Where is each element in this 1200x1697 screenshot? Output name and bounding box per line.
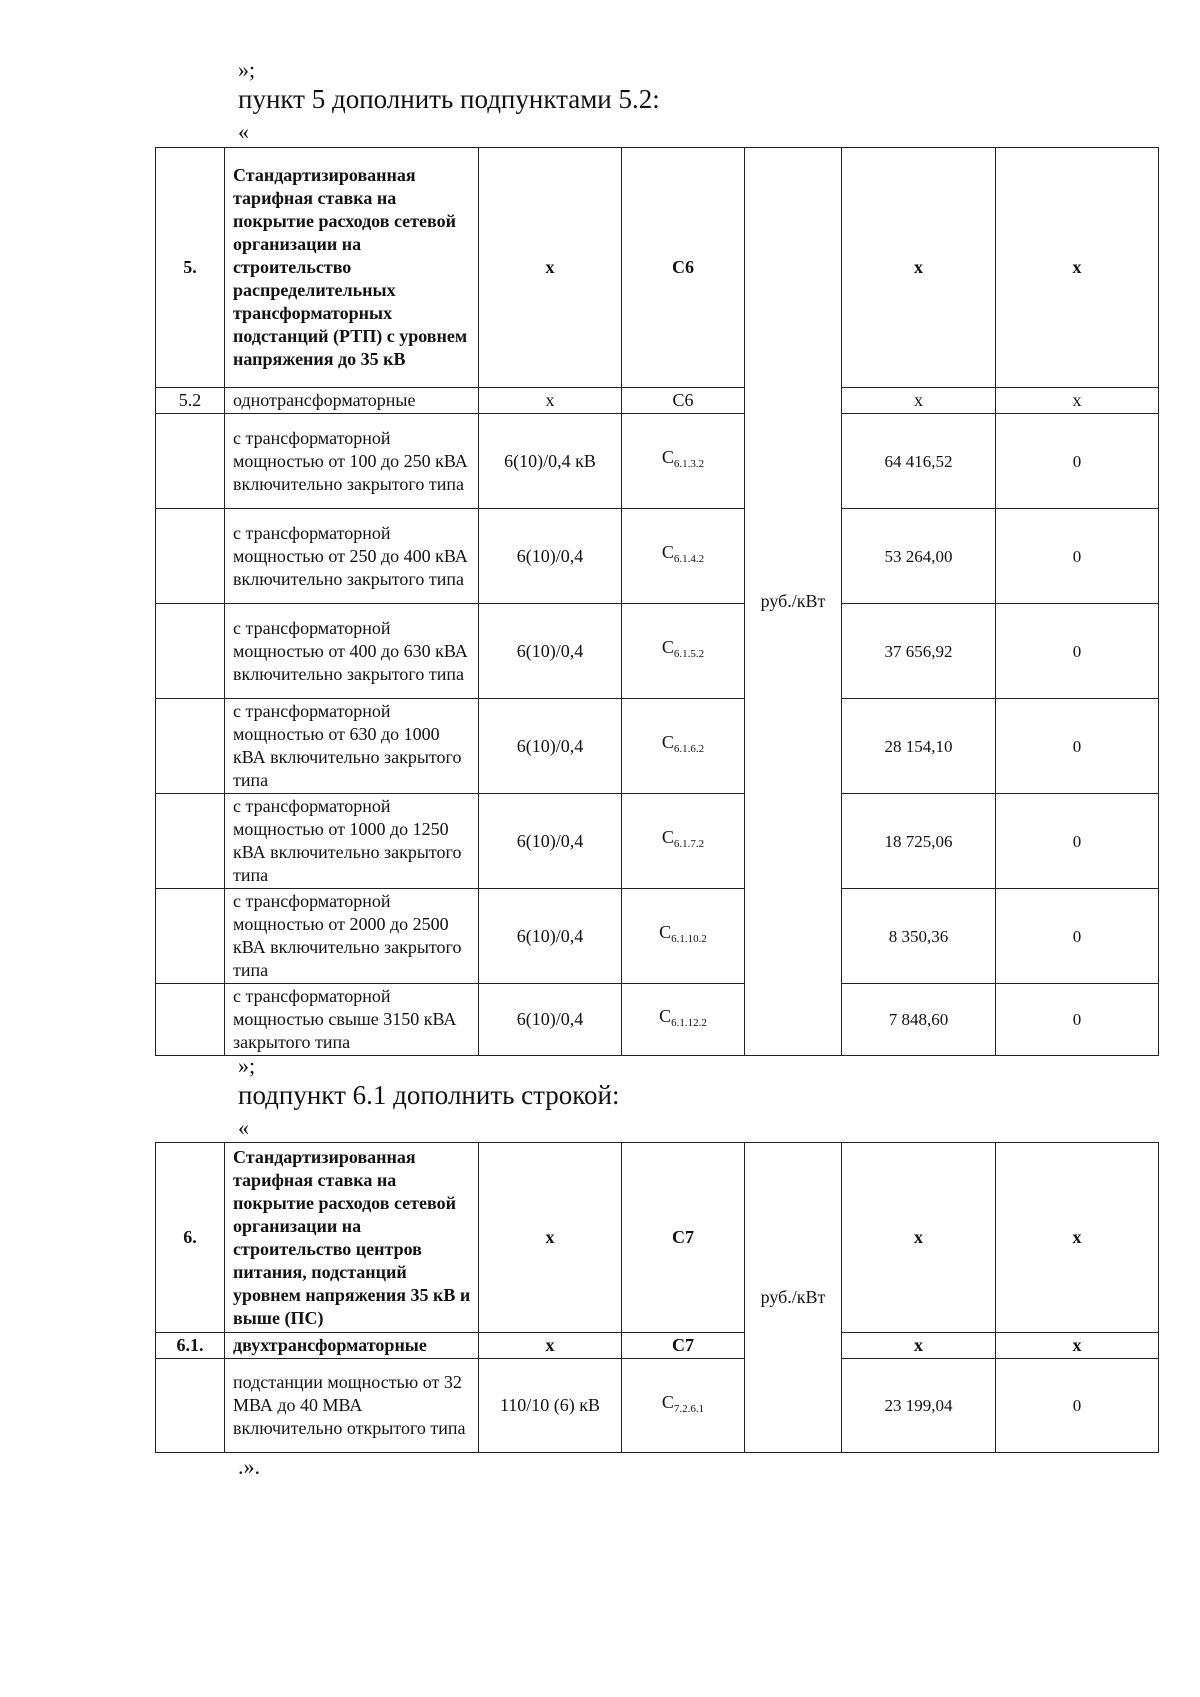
rate-code-subscript: 6.1.4.2 (673, 553, 705, 565)
voltage-cell: x (479, 1333, 622, 1359)
table-row (156, 414, 1159, 509)
rate-code-cell: С6 (622, 388, 745, 414)
rate-code-subscript: 6.1.5.2 (673, 648, 705, 660)
row-description: Стандартизированная тарифная ставка на покрытие расходов сетевой организации на строительство центров питания, подстанций уровнем напряжения 35 кВ и выше (ПС) (225, 1143, 479, 1333)
extra-value-cell: 0 (996, 509, 1159, 604)
row-description: с трансформаторной мощностью от 100 до 250 кВА включительно закрытого типа (225, 414, 479, 509)
rate-value-cell: x (842, 1143, 996, 1333)
unit-cell: руб./кВт (745, 1143, 842, 1453)
rate-value-cell: x (842, 388, 996, 414)
rate-code-cell: С7 (622, 1143, 745, 1333)
table-row (156, 509, 1159, 604)
extra-value-cell: 0 (996, 794, 1159, 889)
rate-code-main: С (661, 637, 674, 657)
voltage-cell: x (479, 1143, 622, 1333)
row-number: 5. (156, 148, 225, 388)
extra-value-cell: x (996, 388, 1159, 414)
rate-code-main: С (661, 827, 674, 847)
rate-code-cell (622, 699, 745, 794)
extra-value-cell: x (996, 1333, 1159, 1359)
tariff-table-substations (155, 1142, 1159, 1453)
rate-code-cell (622, 1359, 745, 1453)
rate-code-main: С (659, 922, 672, 942)
voltage-cell: x (479, 388, 622, 414)
rate-code-cell: С7 (622, 1333, 745, 1359)
rate-code-cell (622, 889, 745, 984)
voltage-cell: 6(10)/0,4 (479, 604, 622, 699)
rate-code-subscript: 7.2.6.1 (673, 1402, 705, 1415)
row-description: с трансформаторной мощностью от 2000 до 2500 кВА включительно закрытого типа (225, 889, 479, 984)
table-header-row (156, 148, 1159, 388)
row-description: с трансформаторной мощностью свыше 3150 кВА закрытого типа (225, 984, 479, 1056)
voltage-cell: 6(10)/0,4 (479, 794, 622, 889)
unit-cell: руб./кВт (745, 148, 842, 1056)
row-number (156, 414, 225, 509)
closing-quote-table1: »; (238, 1053, 256, 1078)
rate-code-subscript: 6.1.12.2 (671, 1016, 707, 1029)
row-description: с трансформаторной мощностью от 400 до 630 кВА включительно закрытого типа (225, 604, 479, 699)
table-subheader-row (156, 388, 1159, 414)
rate-code-cell (622, 414, 745, 509)
voltage-cell: 6(10)/0,4 (479, 699, 622, 794)
row-number (156, 889, 225, 984)
extra-value-cell: 0 (996, 414, 1159, 509)
rate-code-cell (622, 984, 745, 1056)
table-header-row (156, 1143, 1159, 1333)
rate-code-main: С (661, 732, 674, 752)
instruction-point-5: пункт 5 дополнить подпунктами 5.2: (238, 84, 660, 114)
rate-code-main: С (659, 1005, 672, 1026)
rate-value-cell: 7 848,60 (842, 984, 996, 1056)
rate-code-cell (622, 794, 745, 889)
rate-code-cell (622, 509, 745, 604)
rate-value-cell: 64 416,52 (842, 414, 996, 509)
opening-quote-table2: « (238, 1115, 249, 1140)
rate-code-cell: С6 (622, 148, 745, 388)
voltage-cell: 6(10)/0,4 (479, 984, 622, 1056)
rate-value-cell: x (842, 148, 996, 388)
rate-value-cell: 37 656,92 (842, 604, 996, 699)
table-row (156, 984, 1159, 1056)
row-description: Стандартизированная тарифная ставка на покрытие расходов сетевой организации на строительство распределительных трансформаторных подстанций (РТП) с уровнем напряжения до 35 кВ (225, 148, 479, 388)
extra-value-cell: x (996, 148, 1159, 388)
row-description: с трансформаторной мощностью от 250 до 400 кВА включительно закрытого типа (225, 509, 479, 604)
rate-code-main: С (661, 1391, 674, 1412)
row-number (156, 984, 225, 1056)
rate-code-cell (622, 604, 745, 699)
row-number: 6.1. (156, 1333, 225, 1359)
table-row (156, 1359, 1159, 1453)
rate-code-main: С (661, 447, 674, 467)
voltage-cell: 6(10)/0,4 (479, 889, 622, 984)
closing-quote-top: »; (238, 57, 256, 82)
rate-value-cell: 18 725,06 (842, 794, 996, 889)
table-row (156, 699, 1159, 794)
tariff-table-rtp (155, 147, 1159, 1056)
rate-code-subscript: 6.1.7.2 (673, 838, 705, 850)
rate-value-cell: 23 199,04 (842, 1359, 996, 1453)
closing-quote-bottom: .». (238, 1454, 260, 1479)
row-description: подстанции мощностью от 32 МВА до 40 МВА включительно открытого типа (225, 1359, 479, 1453)
rate-value-cell: 53 264,00 (842, 509, 996, 604)
row-description: с трансформаторной мощностью от 1000 до 1250 кВА включительно закрытого типа (225, 794, 479, 889)
voltage-cell: 110/10 (6) кВ (479, 1359, 622, 1453)
rate-code-main: С (661, 542, 674, 562)
extra-value-cell: 0 (996, 889, 1159, 984)
table-row (156, 794, 1159, 889)
row-number (156, 1359, 225, 1453)
rate-value-cell: x (842, 1333, 996, 1359)
row-number (156, 509, 225, 604)
extra-value-cell: x (996, 1143, 1159, 1333)
voltage-cell: 6(10)/0,4 кВ (479, 414, 622, 509)
rate-code-subscript: 6.1.6.2 (673, 743, 705, 755)
rate-code-subscript: 6.1.10.2 (671, 933, 707, 945)
row-number: 5.2 (156, 388, 225, 414)
instruction-subpoint-6-1: подпункт 6.1 дополнить строкой: (238, 1080, 620, 1110)
table-subheader-row (156, 1333, 1159, 1359)
voltage-cell: x (479, 148, 622, 388)
row-description: однотрансформаторные (225, 388, 479, 414)
voltage-cell: 6(10)/0,4 (479, 509, 622, 604)
row-number (156, 699, 225, 794)
extra-value-cell: 0 (996, 699, 1159, 794)
extra-value-cell: 0 (996, 984, 1159, 1056)
table-row (156, 889, 1159, 984)
extra-value-cell: 0 (996, 604, 1159, 699)
rate-value-cell: 8 350,36 (842, 889, 996, 984)
row-number: 6. (156, 1143, 225, 1333)
row-number (156, 604, 225, 699)
table-row (156, 604, 1159, 699)
row-description: двухтрансформаторные (225, 1333, 479, 1359)
rate-code-subscript: 6.1.3.2 (673, 458, 705, 470)
extra-value-cell: 0 (996, 1359, 1159, 1453)
row-description: с трансформаторной мощностью от 630 до 1000 кВА включительно закрытого типа (225, 699, 479, 794)
opening-quote-table1: « (238, 119, 249, 144)
rate-value-cell: 28 154,10 (842, 699, 996, 794)
row-number (156, 794, 225, 889)
